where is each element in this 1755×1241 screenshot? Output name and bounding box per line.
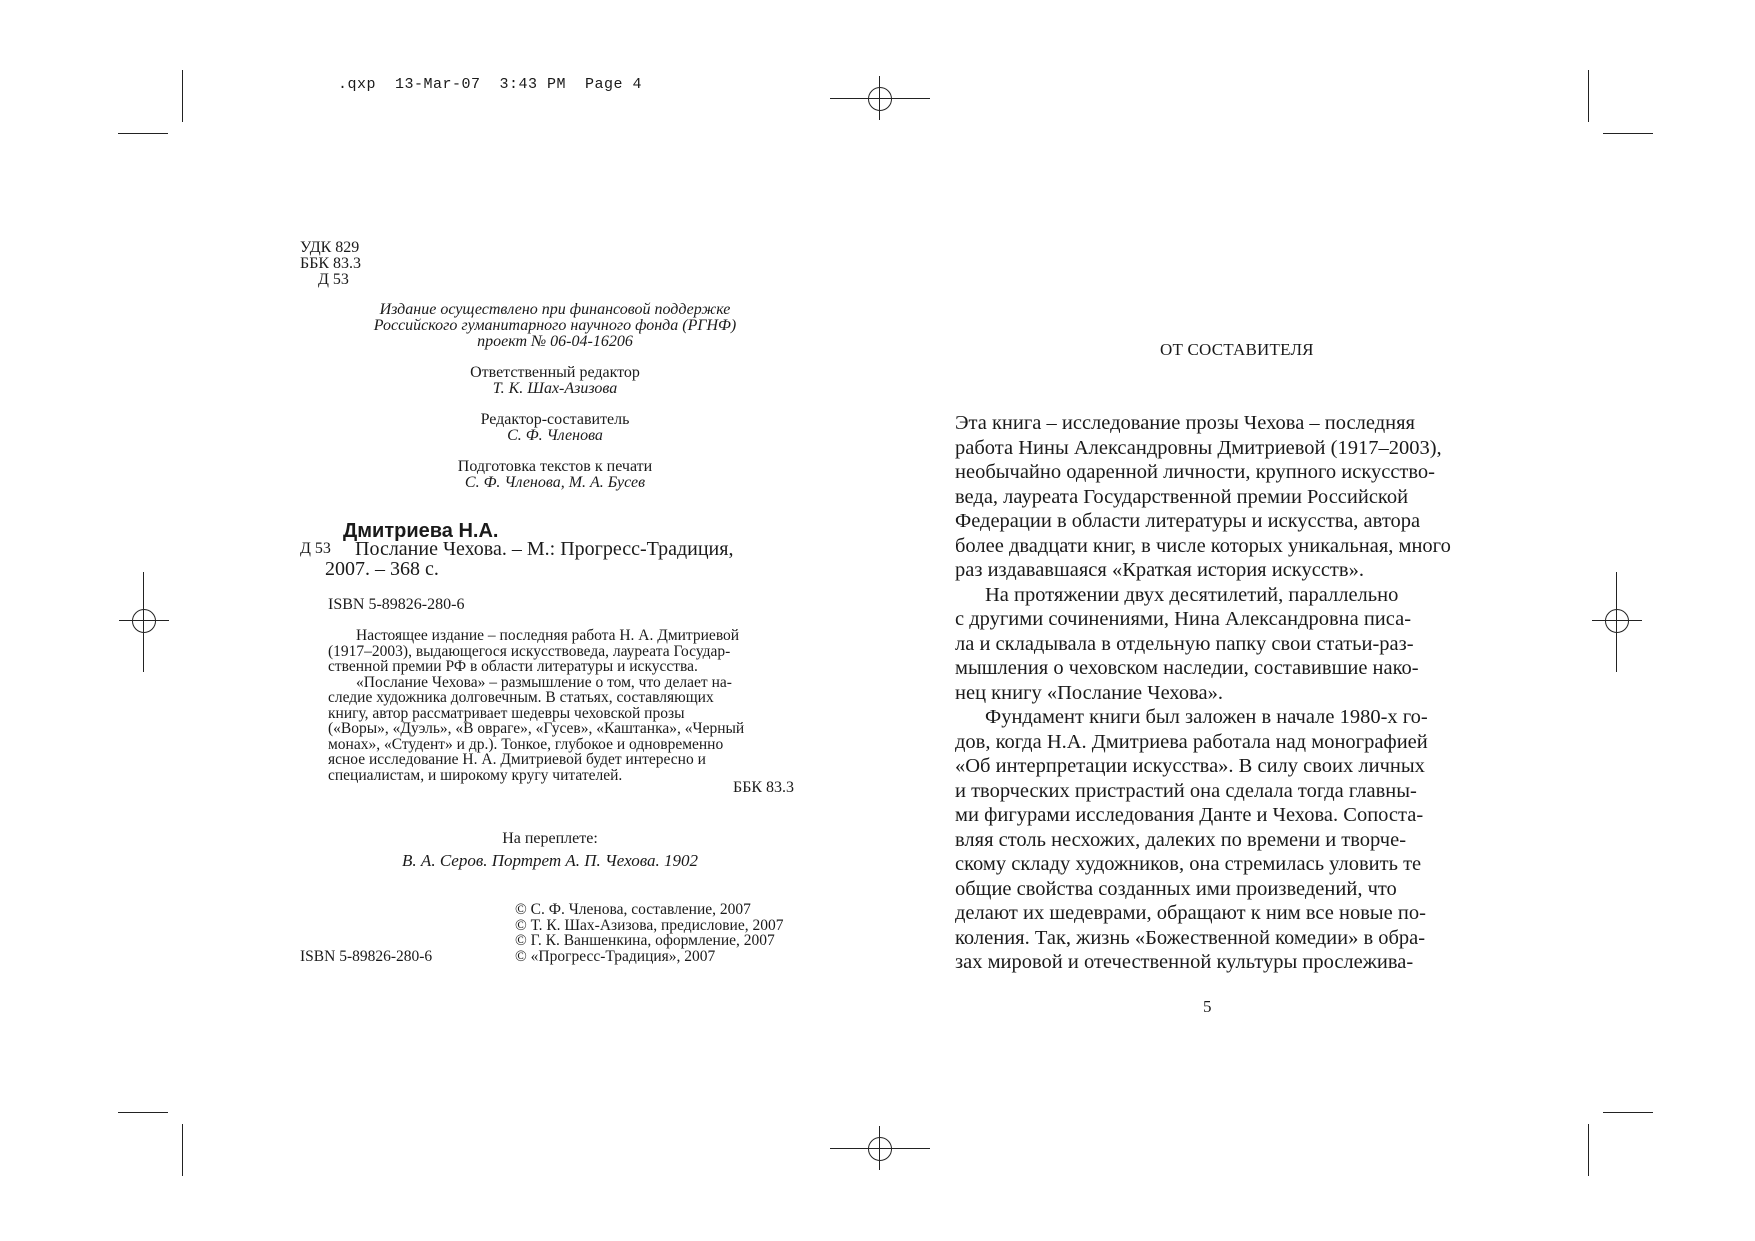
cover-note: На переплете: В. А. Серов. Портрет А. П. Чехова. 1902 xyxy=(402,830,698,870)
text-line: скому складу художников, она стремилась уловить те xyxy=(955,853,1422,875)
text-line: ми фигурами исследования Данте и Чехова. Сопоста- xyxy=(955,804,1424,826)
page-number: 5 xyxy=(1203,997,1212,1016)
crop-mark xyxy=(1588,70,1589,122)
responsible-editor: Ответственный редактор Т. К. Шах-Азизова xyxy=(470,364,640,397)
text-line: необычайно одаренной личности, крупного искусство- xyxy=(955,461,1436,483)
author-code-side: Д 53 xyxy=(300,540,331,557)
author-code: Д 53 xyxy=(318,271,349,288)
text-line: На протяжении двух десятилетий, параллельно xyxy=(985,583,1399,606)
crop-mark xyxy=(1603,1112,1653,1113)
text-line: веда, лауреата Государственной премии Российской xyxy=(955,485,1409,508)
classification-codes xyxy=(300,240,361,288)
slug-line: .qxp 13-Mar-07 3:43 PM Page 4 xyxy=(338,76,643,93)
crop-mark xyxy=(1588,1124,1589,1176)
bbk-bottom: ББК 83.3 xyxy=(733,779,795,796)
isbn-bottom: ISBN 5-89826-280-6 xyxy=(300,948,433,965)
compiler-editor: Редактор-составитель С. Ф. Членова xyxy=(480,411,630,444)
text-line: общие свойства созданных ими произведений, что xyxy=(955,877,1397,900)
copyright-block: © С. Ф. Членова, составление, 2007 © Т. К. Шах-Азизова, предисловие, 2007 © Г. К. Ваншенкина, оформление, 2007 © «Прогресс-Традиция», 2007 xyxy=(515,901,784,965)
abstract: Настоящее издание – последняя работа Н. А. Дмитриевой (1917–2003), выдающегося искусствоведа, лауреата Государ- ственной премии РФ в области литературы и искусства. «Послание Чехова» – размышление о том, что делает на- следие художника долговечным. В статьях, составляющих книгу, автор рассматривает шедевры чеховской прозы («Воры», «Дуэль», «В овраге», «Гусев», «Каштанка», «Черный монах», «Студент» и др.). Тонкое, глубокое и одновременно ясное исследование Н. А. Дмитриевой будет интересно и специалистам, и широкому кругу читателей. xyxy=(328,627,745,784)
body-text xyxy=(955,411,1464,975)
text-line: вляя столь несхожих, далеких по времени и творче- xyxy=(955,828,1407,851)
text-line: Фундамент книги был заложен в начале 1980-х го- xyxy=(985,706,1428,728)
text-line: Эта книга – исследование прозы Чехова – последняя xyxy=(955,412,1415,434)
text-line: коления. Так, жизнь «Божественной комедии» в обра- xyxy=(955,926,1426,949)
text-line: более двадцати книг, в числе которых уникальная, много xyxy=(955,534,1451,557)
text-line: работа Нины Александровны Дмитриевой (1917–2003), xyxy=(955,436,1442,459)
text-line: дов, когда Н.А. Дмитриева работала над монографией xyxy=(955,730,1428,753)
udk-code: УДК 829 xyxy=(300,239,360,256)
book-title-entry: Послание Чехова. – М.: Прогресс-Традиция, 2007. – 368 с. xyxy=(325,538,734,580)
text-line: мышления о чеховском наследии, составившие нако- xyxy=(955,657,1419,679)
crop-mark xyxy=(1603,133,1653,134)
section-heading: ОТ СОСТАВИТЕЛЯ xyxy=(1160,340,1314,359)
text-line: с другими сочинениями, Нина Александровна писа- xyxy=(955,608,1412,630)
text-line: раз издававшаяся «Краткая история искусств». xyxy=(955,559,1364,581)
bbk-code: ББК 83.3 xyxy=(300,255,362,272)
crop-mark xyxy=(182,1124,183,1176)
text-line: зах мировой и отечественной культуры прослежива- xyxy=(955,951,1414,973)
text-line: делают их шедеврами, обращают к ним все новые по- xyxy=(955,902,1426,924)
text-line: нец книгу «Послание Чехова». xyxy=(955,681,1224,704)
crop-mark xyxy=(118,133,168,134)
text-line: ла и складывала в отдельную папку свои статьи-раз- xyxy=(955,632,1414,655)
text-line: и творческих пристрастий она сделала тогда главны- xyxy=(955,779,1417,802)
crop-mark xyxy=(118,1112,168,1113)
isbn-top: ISBN 5-89826-280-6 xyxy=(328,596,465,613)
text-line: Федерации в области литературы и искусства, автора xyxy=(955,510,1421,532)
crop-mark xyxy=(182,70,183,122)
text-line: «Об интерпретации искусства». В силу своих личных xyxy=(955,755,1425,777)
funding-note: Издание осуществлено при финансовой поддержке Российского гуманитарного научного фонда (РГНФ) проект № 06-04-16206 xyxy=(373,301,737,350)
text-preparation: Подготовка текстов к печати С. Ф. Членова, М. А. Бусев xyxy=(457,458,653,491)
author-name: Дмитриева Н.А. xyxy=(343,520,499,542)
